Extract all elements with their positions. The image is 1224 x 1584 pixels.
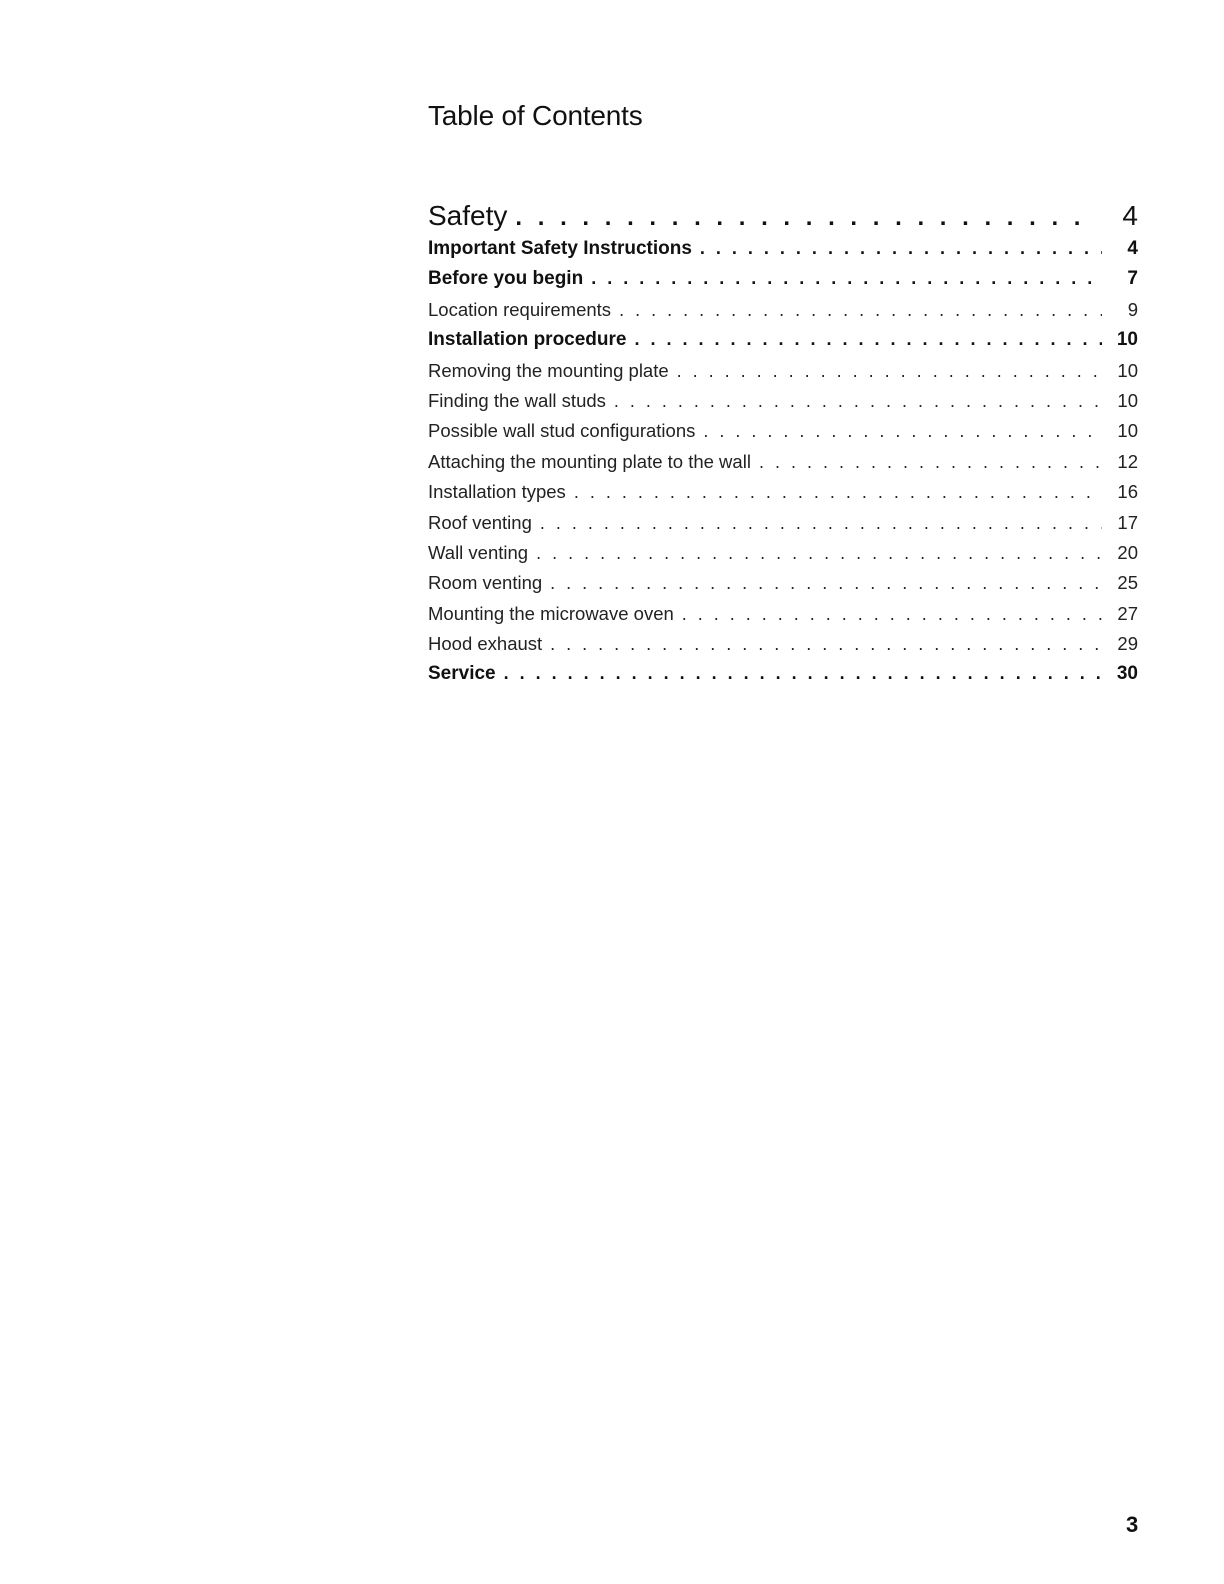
toc-entry-label: Mounting the microwave oven — [428, 602, 674, 624]
dot-leader — [614, 391, 1102, 412]
toc-entry-page: 10 — [1116, 329, 1138, 351]
toc-entry[interactable] — [428, 663, 1138, 693]
toc-entry-page: 12 — [1117, 450, 1138, 472]
dot-leader — [759, 452, 1102, 473]
toc-entry[interactable] — [428, 390, 1138, 420]
dot-leader — [700, 238, 1102, 259]
toc-entry-label: Removing the mounting plate — [428, 359, 669, 381]
dot-leader — [540, 513, 1102, 534]
toc-entry[interactable] — [428, 512, 1138, 542]
dot-leader — [634, 329, 1102, 350]
dot-leader — [550, 634, 1102, 655]
toc-entry[interactable] — [428, 299, 1138, 329]
toc-entry-label: Service — [428, 663, 496, 685]
toc-entry-page: 10 — [1117, 420, 1138, 442]
toc-entry-label: Wall venting — [428, 541, 529, 563]
toc-entry-label: Hood exhaust — [428, 633, 543, 655]
dot-leader — [703, 421, 1102, 442]
dot-leader — [619, 300, 1102, 321]
toc-entry[interactable] — [428, 268, 1138, 298]
toc-entry-page: 4 — [1122, 200, 1138, 231]
toc-entry-page: 10 — [1117, 389, 1138, 411]
toc-entry-page: 25 — [1117, 572, 1138, 594]
toc-entry[interactable] — [428, 481, 1138, 511]
toc-entry-label: Installation types — [428, 481, 566, 503]
toc-entry-page: 27 — [1117, 602, 1138, 624]
toc-entry-page: 30 — [1116, 663, 1138, 685]
toc-entry[interactable] — [428, 603, 1138, 633]
dot-leader — [504, 663, 1102, 684]
dot-leader — [591, 268, 1102, 289]
toc-entry-page: 16 — [1117, 481, 1138, 503]
dot-leader — [515, 204, 1082, 232]
toc-entry-page: 7 — [1127, 268, 1138, 290]
toc-entry-page: 17 — [1117, 511, 1138, 533]
table-of-contents — [428, 200, 1138, 694]
dot-leader — [536, 543, 1102, 564]
dot-leader — [574, 482, 1102, 503]
toc-entry[interactable] — [428, 329, 1138, 359]
toc-entry-label: Room venting — [428, 572, 543, 594]
toc-entry-label: Before you begin — [428, 268, 584, 290]
toc-entry[interactable] — [428, 451, 1138, 481]
toc-entry-page: 10 — [1117, 359, 1138, 381]
toc-entry-page: 4 — [1127, 238, 1138, 259]
toc-entry[interactable] — [428, 360, 1138, 390]
page-title: Table of Contents — [428, 100, 643, 131]
toc-entry[interactable] — [428, 238, 1138, 268]
toc-entry[interactable] — [428, 420, 1138, 450]
toc-entry-label: Possible wall stud configurations — [428, 420, 696, 442]
toc-entry-label: Safety — [428, 200, 508, 231]
toc-entry[interactable] — [428, 572, 1138, 602]
toc-entry[interactable] — [428, 633, 1138, 663]
toc-entry-page: 29 — [1117, 633, 1138, 655]
toc-entry-page: 20 — [1117, 541, 1138, 563]
dot-leader — [677, 361, 1102, 382]
page-number: 3 — [1126, 1512, 1139, 1537]
dot-leader — [550, 573, 1102, 594]
toc-entry[interactable] — [428, 200, 1138, 238]
toc-entry-label: Important Safety Instructions — [428, 238, 692, 259]
toc-entry-label: Attaching the mounting plate to the wall — [428, 450, 751, 472]
toc-entry[interactable] — [428, 542, 1138, 572]
toc-entry-label: Installation procedure — [428, 329, 627, 351]
toc-entry-page: 9 — [1127, 298, 1138, 320]
toc-entry-label: Finding the wall studs — [428, 389, 606, 411]
dot-leader — [682, 604, 1102, 625]
toc-entry-label: Location requirements — [428, 298, 612, 320]
toc-entry-label: Roof venting — [428, 511, 532, 533]
